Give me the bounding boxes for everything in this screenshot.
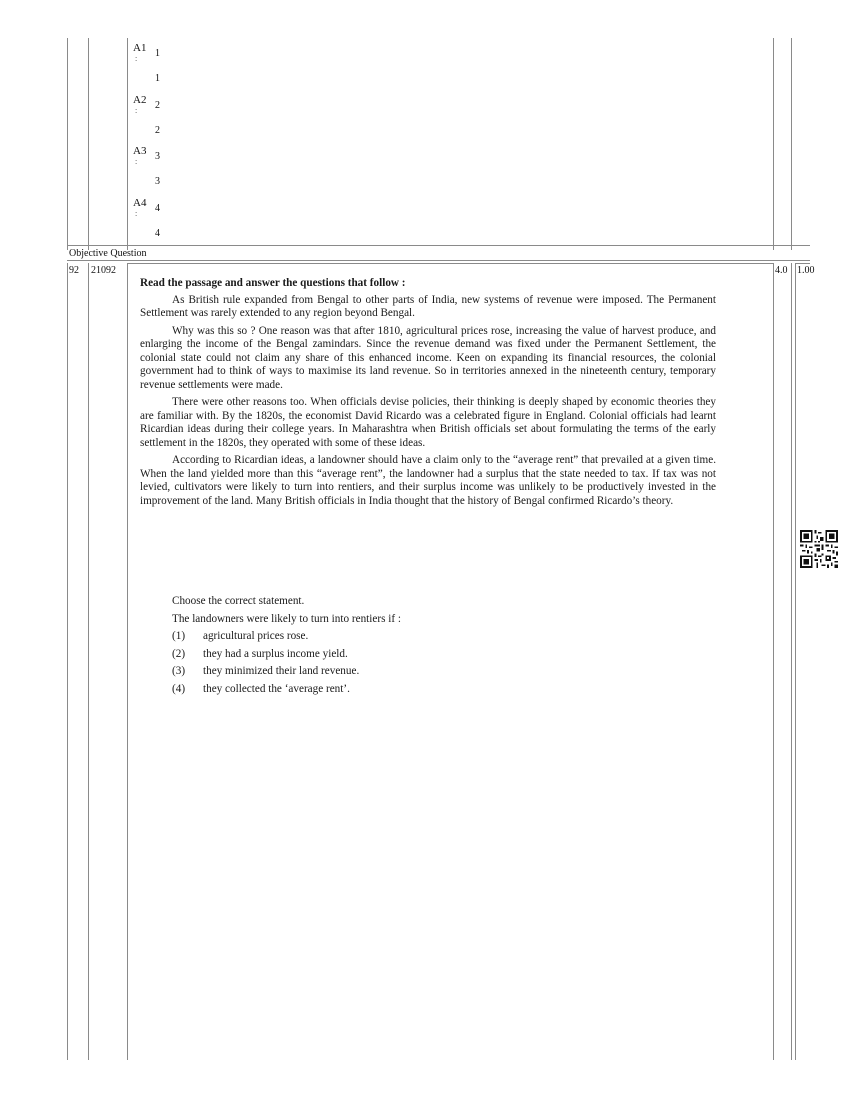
passage-paragraph-3: There were other reasons too. When officials devise policies, their thinking is deeply shaped by economic theories they are familiar with. By the 1820s, the economist David Ricardo was a celebrated figure in England. Colonial officials had learnt Ricardian ideas during their college years. In Maharashtra when British officials set about formulating the terms of the early settlement in the 1820s, they operated with some of these ideas. <box>140 396 716 449</box>
choice-number: (4) <box>172 682 186 695</box>
column-divider-2 <box>127 38 128 250</box>
answer-choice-2[interactable] <box>172 646 401 664</box>
option-colon-a3: : <box>135 157 138 166</box>
option-value-a1: 1 <box>155 48 160 59</box>
passage-heading: Read the passage and answer the questions that follow : <box>140 277 406 289</box>
column-divider-3b <box>773 263 774 1060</box>
column-divider-4 <box>791 38 792 250</box>
choice-number: (1) <box>172 630 186 642</box>
question-block <box>172 593 401 698</box>
choice-text: agricultural prices rose. <box>203 630 309 642</box>
column-divider-4b <box>791 263 792 1060</box>
option-value-a4: 4 <box>155 203 160 214</box>
choice-number: (3) <box>172 665 186 677</box>
option-colon-a4: : <box>135 209 138 218</box>
row-divider-inner-right <box>795 263 810 264</box>
option-value-a3: 3 <box>155 151 160 162</box>
reading-passage <box>140 277 716 512</box>
passage-paragraph-1: As British rule expanded from Bengal to other parts of India, new systems of revenue were imposed. The Permanent Settlement was rarely extended to any region beyond Bengal. <box>140 293 716 319</box>
option-label-a1: A1 <box>133 42 147 54</box>
row-divider-top <box>67 245 810 246</box>
choice-number: (2) <box>172 647 186 660</box>
answer-choice-4[interactable] <box>172 681 401 699</box>
table-border-left <box>67 38 68 250</box>
question-id: 21092 <box>91 265 116 276</box>
column-divider-2b <box>127 263 128 1060</box>
option-colon-a1: : <box>135 54 138 63</box>
column-divider-5 <box>795 263 796 1060</box>
answer-choice-3[interactable] <box>172 663 401 681</box>
option-repeat-a3: 3 <box>155 176 160 187</box>
choice-text: they had a surplus income yield. <box>203 647 348 660</box>
row-divider-inner <box>127 263 773 264</box>
option-repeat-a1: 1 <box>155 73 160 84</box>
section-label: Objective Question <box>69 248 147 259</box>
choice-text: they collected the ‘average rent’. <box>203 682 350 695</box>
option-repeat-a2: 2 <box>155 125 160 136</box>
option-label-a2: A2 <box>133 94 147 106</box>
question-stem: The landowners were likely to turn into rentiers if : <box>172 612 401 625</box>
option-colon-a2: : <box>135 106 138 115</box>
question-marks: 4.0 <box>775 265 788 276</box>
question-negative-marks: 1.00 <box>797 265 815 276</box>
column-divider-1 <box>88 38 89 250</box>
option-label-a4: A4 <box>133 197 147 209</box>
column-divider-1b <box>88 263 89 1060</box>
option-repeat-a4: 4 <box>155 228 160 239</box>
option-value-a2: 2 <box>155 100 160 111</box>
row-divider-mid <box>67 260 810 261</box>
passage-paragraph-4: According to Ricardian ideas, a landowner should have a claim only to the “average rent” that prevailed at a given time. When the land yielded more than this “average rent”, the landowner had a surplus that the state needed to tax. If tax was not levied, cultivators were likely to turn into rentiers, and their surplus income was unlikely to be productively invested in the improvement of the land. Many British officials in India thought that the history of Bengal confirmed Ricardo’s theory. <box>140 454 716 507</box>
qr-code-icon <box>800 530 838 568</box>
answer-choice-1[interactable] <box>172 628 401 646</box>
passage-paragraph-2: Why was this so ? One reason was that after 1810, agricultural prices rose, increasing the value of harvest produce, and enlarging the income of the Bengal zamindars. Since the revenue demand was fixed under the Permanent Settlement, the colonial state could not claim any share of this enhanced income. Keen on expanding its financial resources, the colonial government had to think of ways to maximise its land revenue. So in territories annexed in the nineteenth century, temporary revenue settlements were made. <box>140 324 716 391</box>
choice-text: they minimized their land revenue. <box>203 665 360 677</box>
question-instruction: Choose the correct statement. <box>172 595 305 607</box>
column-divider-3 <box>773 38 774 250</box>
option-label-a3: A3 <box>133 145 147 157</box>
table-border-left-2 <box>67 263 68 1060</box>
question-number: 92 <box>69 265 79 276</box>
